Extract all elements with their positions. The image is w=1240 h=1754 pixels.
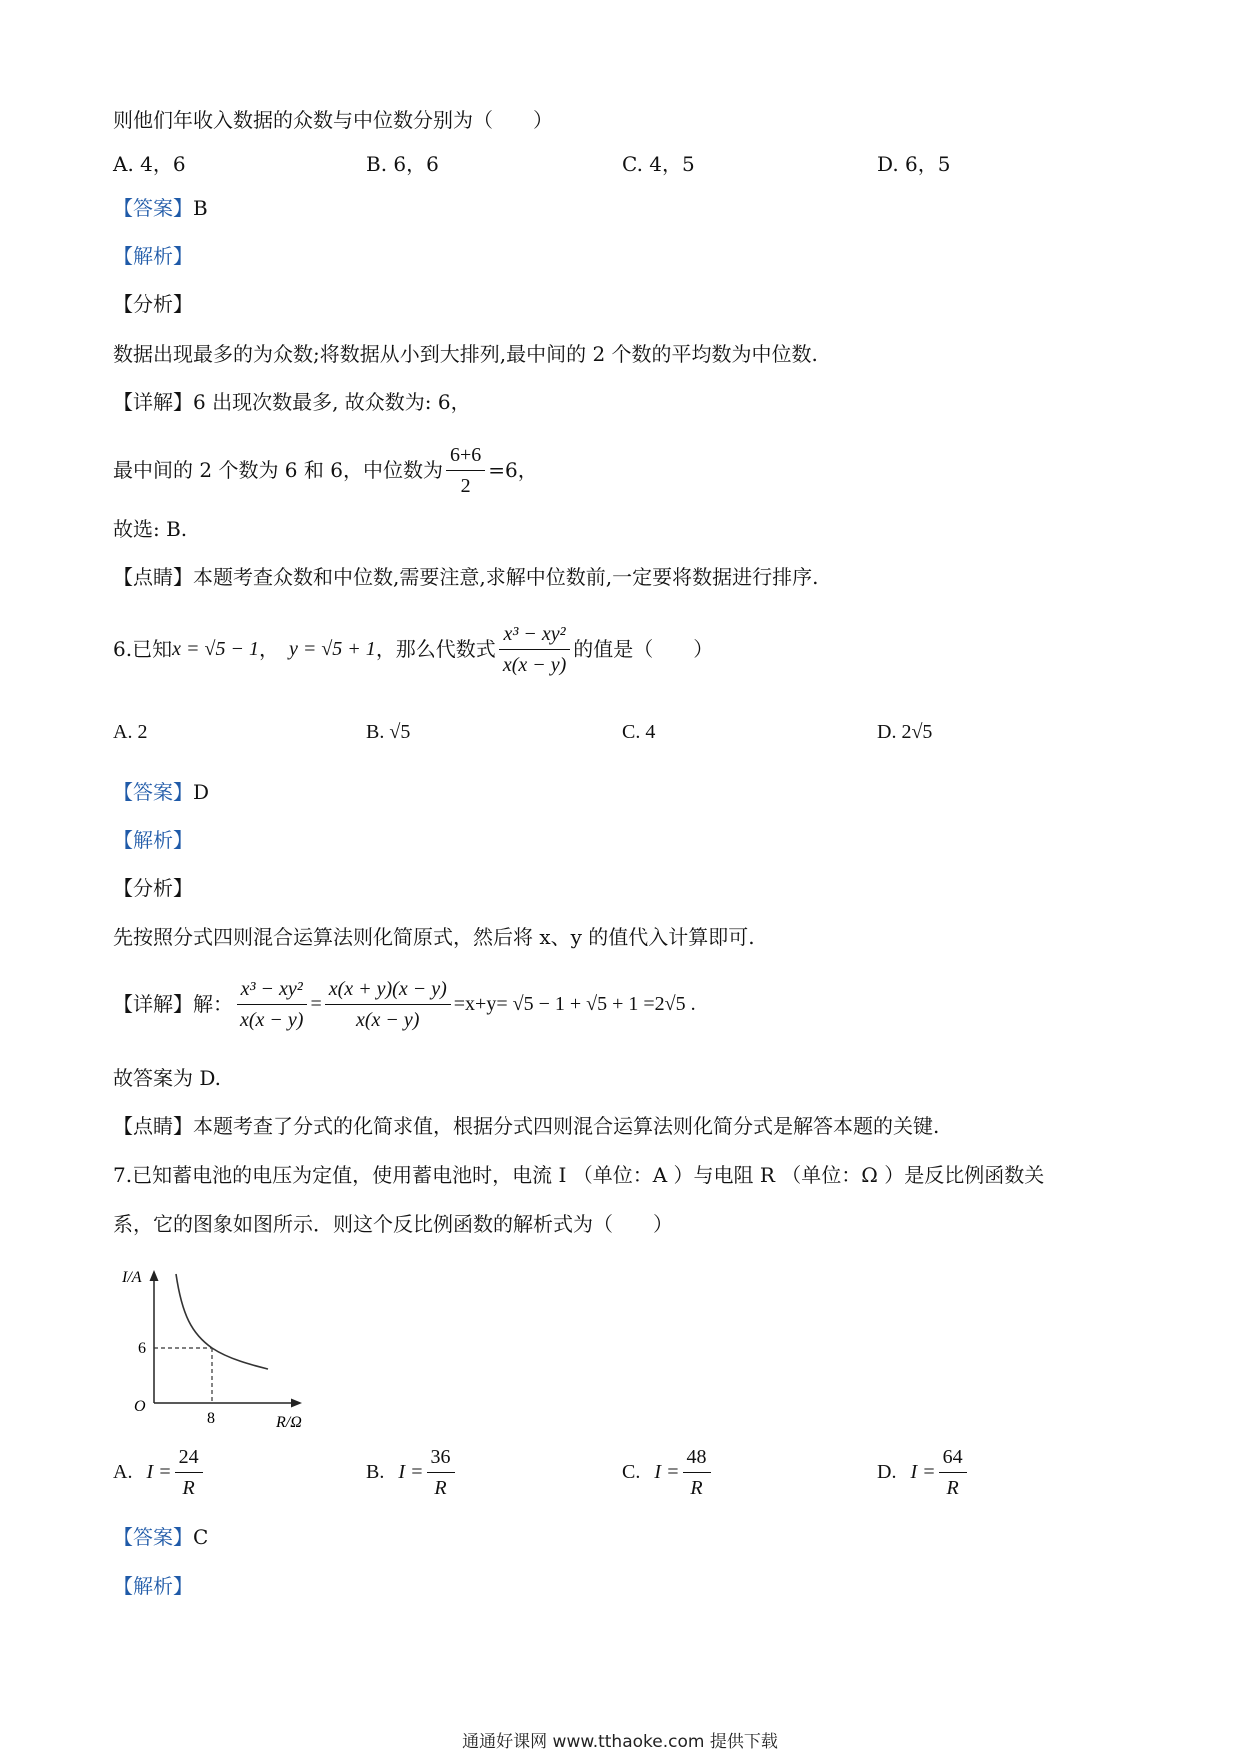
q7-option-b [366,1440,458,1504]
y-axis-label: I/A [122,1269,142,1286]
answer-tag: 【答案】 [113,196,193,220]
option-numerator: 48 [683,1444,711,1473]
option-lhs: I = [910,1461,936,1483]
q6-expression-fraction [499,621,570,678]
option-denominator: R [434,1476,447,1499]
q6-option-b: B. √5 [366,721,411,743]
q6-choose: 故答案为 D. [113,1066,222,1090]
detail-tag: 【详解】 [113,992,193,1016]
q6-answer [113,778,209,806]
y-axis-arrow [150,1270,159,1281]
option-lhs: I = [398,1461,424,1483]
q6-analysis-tag: 【解析】 [113,828,193,852]
answer-value: B [193,196,208,220]
q5-option-c: C. 4，5 [622,152,695,176]
option-denominator: R [946,1476,959,1499]
q5-choose: 故选: B. [113,517,188,541]
q6-y-expression: y = √5 + 1 [288,638,376,660]
q6-detail-fraction-1 [236,976,307,1033]
q7-option-d [877,1440,970,1504]
q6-fraction-numerator: x³ − xy² [499,621,569,650]
q7-stem-line2: 系，它的图象如图所示．则这个反比例函数的解析式为（ ） [113,1212,673,1236]
q5-option-d: D. 6，5 [877,152,951,176]
detail-pre: 解： [193,992,233,1016]
q6-option-a: A. 2 [113,721,148,743]
option-lhs: I = [146,1461,172,1483]
option-fraction [939,1444,967,1501]
option-letter: B. [366,1461,385,1483]
option-lhs: I = [654,1461,680,1483]
option-denominator: R [182,1476,195,1499]
option-letter: A. [113,1461,133,1483]
q5-option-b: B. 6，6 [366,152,439,176]
comment-text: 本题考查众数和中位数,需要注意,求解中位数前,一定要将数据进行排序. [193,565,819,589]
q6-x-expression: x = √5 − 1 [172,638,259,660]
q6-option-c: C. 4 [622,721,656,743]
fraction-1-denominator: x(x − y) [240,1008,304,1031]
fraction-2-denominator: x(x − y) [356,1008,420,1031]
q6-detail-fraction-2 [325,976,451,1033]
median-numerator: 6+6 [446,442,485,471]
q7-answer [113,1523,208,1551]
answer-tag: 【答案】 [113,780,193,804]
option-numerator: 24 [175,1444,203,1473]
q6-comment [113,1112,939,1140]
comment-tag: 【点睛】 [113,1114,193,1138]
q6-stem [113,614,713,684]
q5-fenxi-text: 数据出现最多的为众数;将数据从小到大排列,最中间的 2 个数的平均数为中位数. [113,342,818,366]
comment-tag: 【点睛】 [113,565,193,589]
q6-option-d: D. 2√5 [877,721,933,743]
option-numerator: 36 [427,1444,455,1473]
detail-result: =x+y= √5 − 1 + √5 + 1 =2√5 . [453,993,696,1015]
q6-detail: 【详解】 解： $\frac{\text{x³ − xy²}}{x(x - y)}$ = $\frac{x(x + y)(x - y)}{x(x - y)}$ =x+y= √5 − 1 + √5 + 1 =2√5 . [113,977,696,1031]
q5-analysis-tag: 【解析】 [113,244,193,268]
q5-detail-line2 [113,440,538,500]
option-numerator: 64 [939,1444,967,1473]
q5-detail-line1 [113,388,471,416]
answer-tag: 【答案】 [113,1525,193,1549]
q6-fraction-denominator: x(x − y) [502,653,567,676]
hyperbola-curve [176,1274,268,1369]
origin-label: O [134,1398,146,1415]
q5-fenxi-tag: 【分析】 [113,292,193,316]
q6-stem-mid: ，那么代数式 [375,637,496,661]
detail2-post: =6， [488,458,538,482]
q7-stem-line1: 7.已知蓄电池的电压为定值，使用蓄电池时，电流 I （单位：A ）与电阻 R （单位：Ω ）是反比例函数关 [113,1163,1045,1187]
inverse-proportion-graph [118,1260,318,1430]
option-fraction [427,1444,455,1501]
q6-fenxi-text: 先按照分式四则混合运算法则化简原式，然后将 x、y 的值代入计算即可. [113,925,755,949]
option-letter: C. [622,1461,641,1483]
option-fraction [683,1444,711,1501]
option-letter: D. [877,1461,897,1483]
q6-fenxi-tag: 【分析】 [113,876,193,900]
q5-answer [113,194,208,222]
q5-option-a: A. 4，6 [113,152,186,176]
q7-analysis-tag: 【解析】 [113,1574,193,1598]
fraction-1-numerator: x³ − xy² [237,976,307,1005]
detail-text: 6 出现次数最多, 故众数为: 6， [193,390,471,414]
x-axis-label: R/Ω [276,1414,302,1430]
x-axis-arrow [291,1399,302,1408]
q6-stem-pre: 6.已知 [113,637,173,661]
q6-stem-post: 的值是（ ） [573,637,714,661]
median-denominator: 2 [460,474,471,497]
option-denominator: R [690,1476,703,1499]
q7-option-a [113,1440,206,1504]
detail-tag: 【详解】 [113,390,193,414]
q7-option-c [622,1440,714,1504]
detail2-pre: 最中间的 2 个数为 6 和 6，中位数为 [113,458,443,482]
q5-stem-tail: 则他们年收入数据的众数与中位数分别为（ ） [113,108,553,132]
fraction-2-numerator: x(x + y)(x − y) [325,976,451,1005]
answer-value: D [193,780,210,804]
x-tick-label: 8 [207,1410,215,1427]
y-tick-label: 6 [138,1340,146,1357]
median-fraction [446,442,485,499]
comment-text: 本题考查了分式的化简求值，根据分式四则混合运算法则化简分式是解答本题的关键. [193,1114,940,1138]
option-fraction [175,1444,203,1501]
q6-separator: ， [258,637,279,661]
answer-value: C [193,1525,209,1549]
q5-comment [113,563,818,591]
page-footer: 通通好课网 www.tthaoke.com 提供下载 [462,1732,778,1752]
